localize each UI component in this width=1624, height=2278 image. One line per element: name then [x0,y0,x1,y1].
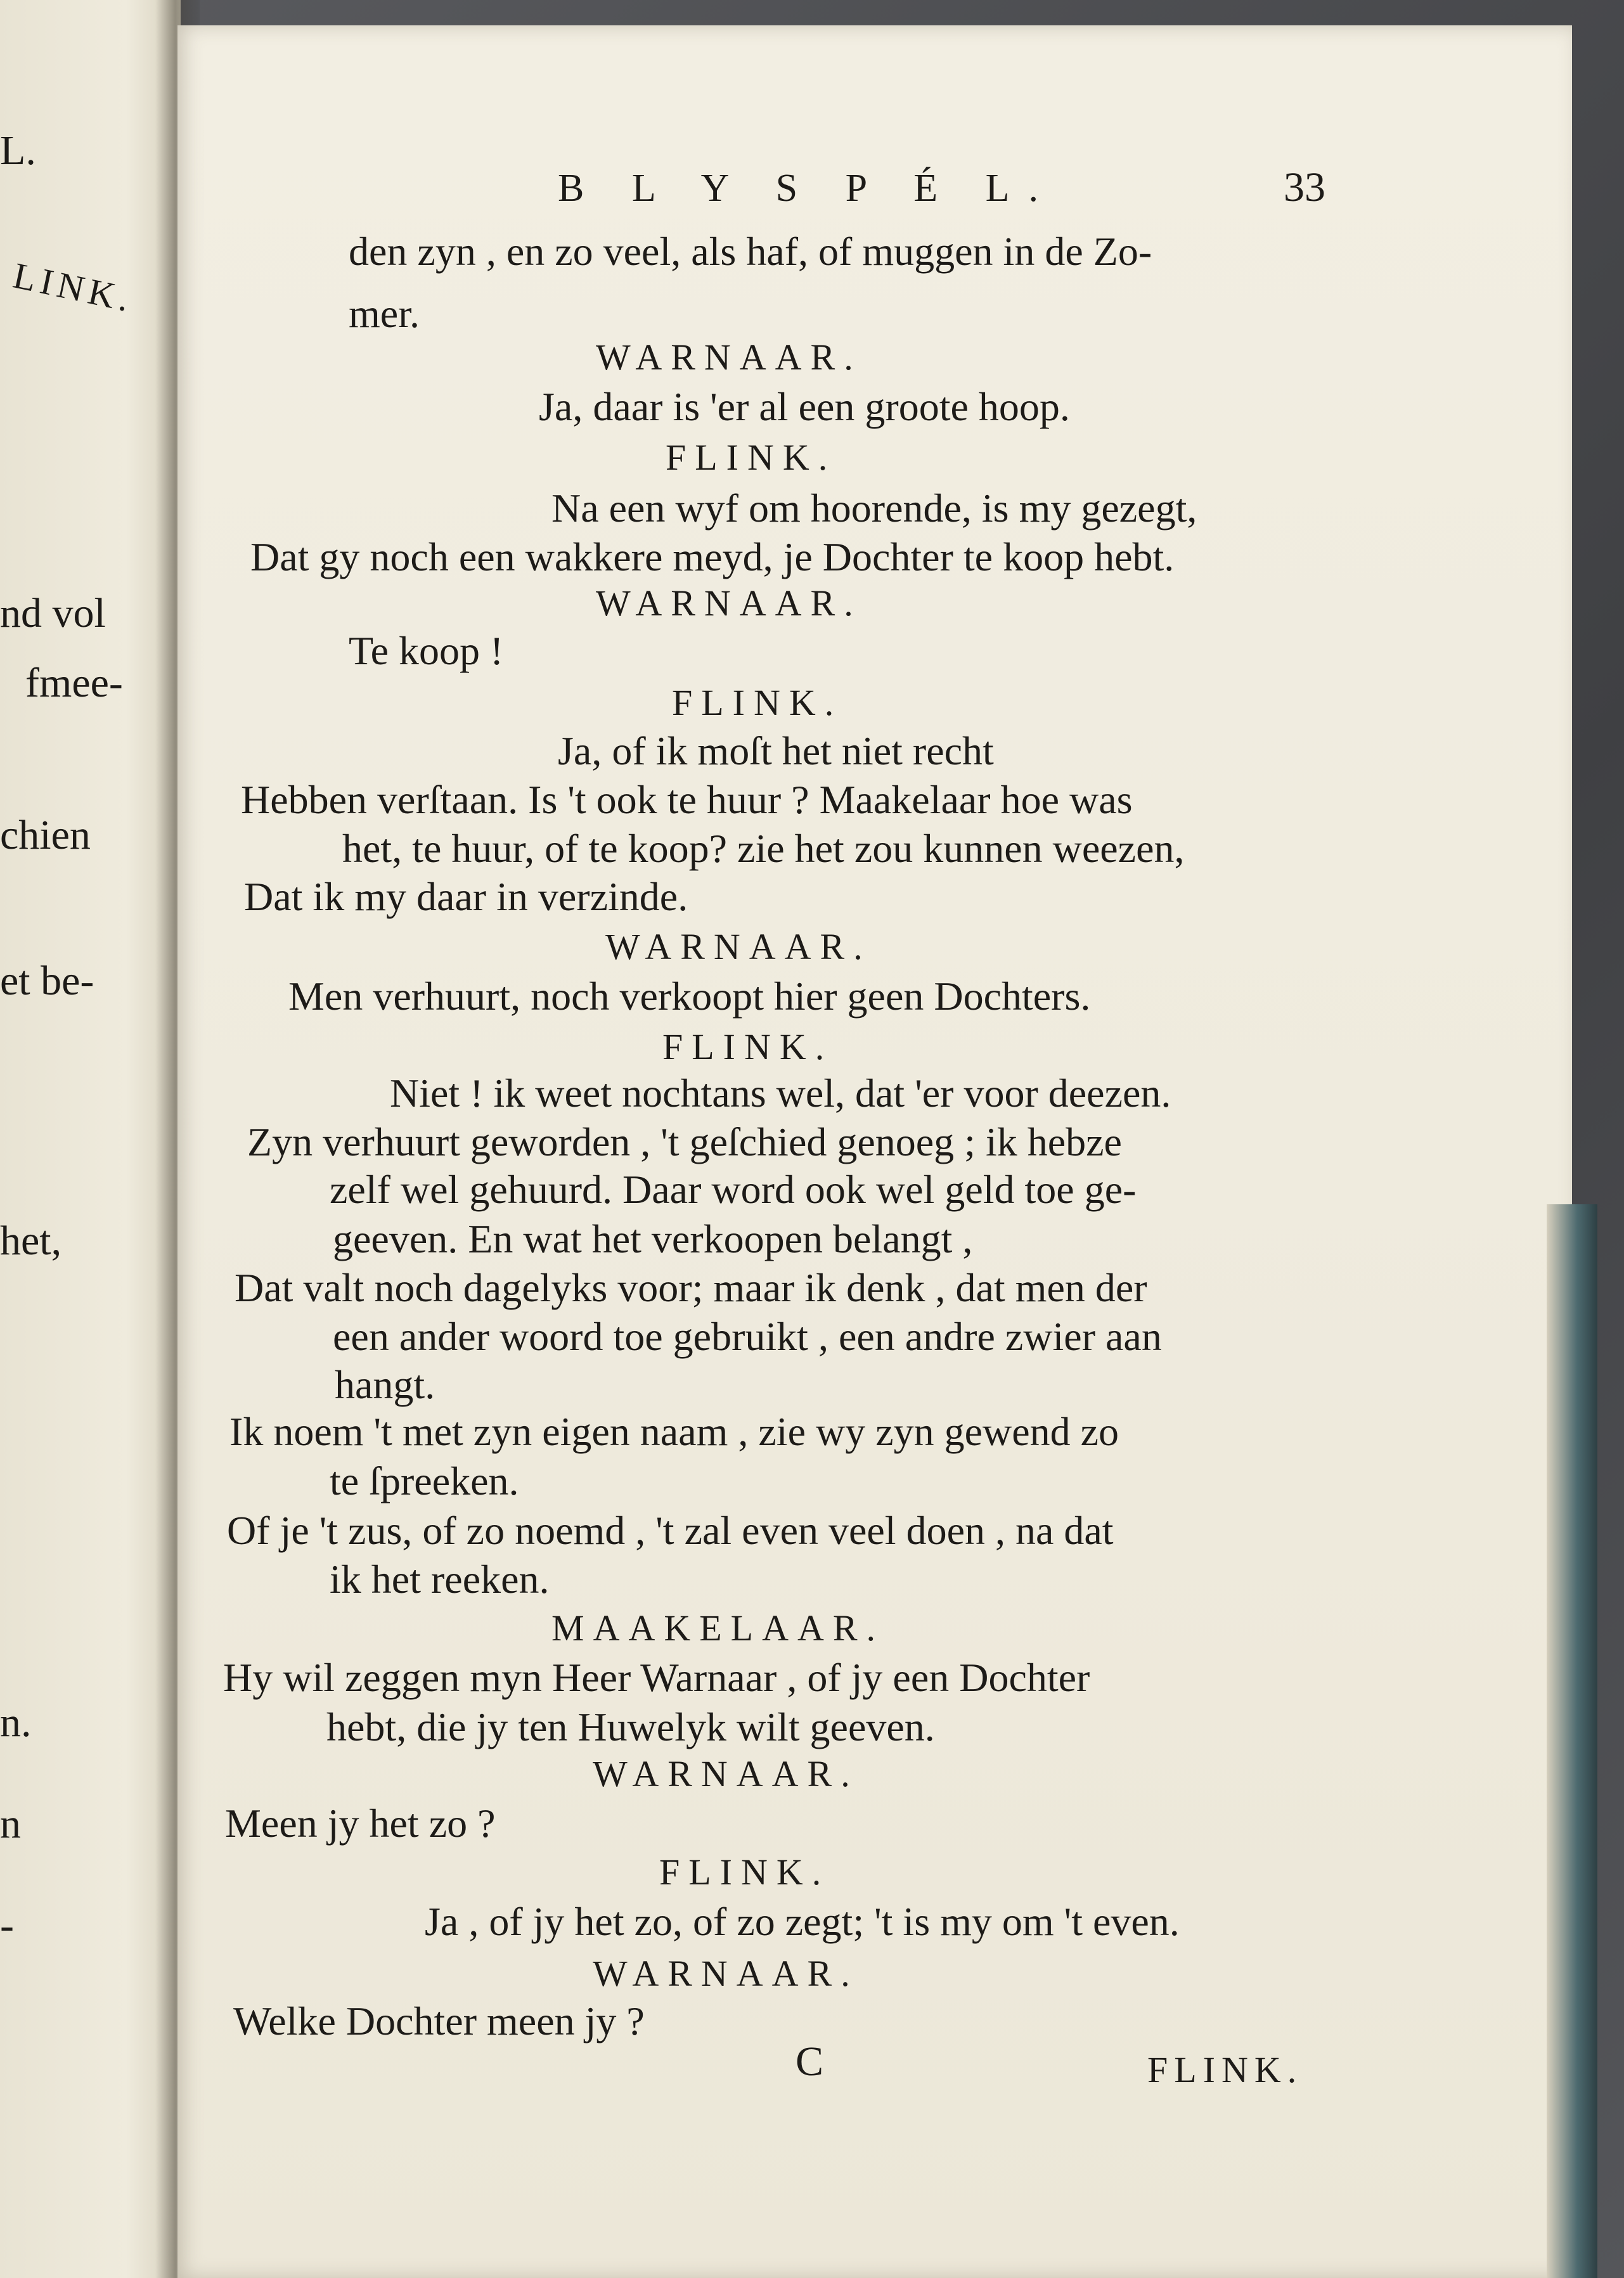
text-line: Niet ! ik weet nochtans wel, dat 'er voor deezen. [390,1071,1171,1116]
text-line: hangt. [335,1362,435,1407]
text-line: geeven. En wat het verkoopen belangt , [333,1216,973,1261]
text-line: zelf wel gehuurd. Daar word ook wel geld toe ge- [330,1167,1137,1212]
text-line: Dat valt noch dagelyks voor; maar ik denk , dat men der [235,1265,1147,1310]
speaker-name: WARNAAR. [593,1753,859,1794]
page-number: 33 [1284,164,1325,210]
left-fragment-9: n [0,1801,21,1847]
signature-mark: C [796,2038,824,2085]
text-line: den zyn , en zo veel, als haf, of muggen in de Zo- [349,229,1152,274]
text-line: Zyn verhuurt geworden , 't geſchied genoeg ; ik hebze [247,1119,1122,1164]
text-line: ik het reeken. [330,1557,550,1602]
text-line: Hy wil zeggen myn Heer Warnaar , of jy een Dochter [223,1655,1090,1700]
left-fragment-2: LINK. [10,254,138,321]
left-facing-page [0,0,181,2278]
text-line: Dat ik my daar in verzinde. [244,874,688,919]
left-fragment-1: L. [0,127,36,174]
left-fragment-3: nd vol [0,590,106,636]
speaker-name: FLINK. [662,1026,834,1067]
text-line: mer. [349,291,420,336]
catchword: FLINK. [1147,2049,1303,2090]
page-edge [1547,1204,1597,2278]
speaker-name: MAAKELAAR. [551,1607,885,1649]
left-fragment-5: chien [0,812,91,858]
text-line: Of je 't zus, of zo noemd , 't zal even veel doen , na dat [227,1508,1114,1553]
text-line: Men verhuurt, noch verkoopt hier geen Dochters. [288,974,1091,1019]
left-fragment-10: - [0,1902,14,1948]
text-line: Meen jy het zo ? [225,1801,496,1846]
text-line: Ik noem 't met zyn eigen naam , zie wy zyn gewend zo [229,1409,1119,1454]
text-line: Dat gy noch een wakkere meyd, je Dochter te koop hebt. [250,534,1175,579]
speaker-name: WARNAAR. [596,582,862,624]
speaker-name: FLINK. [672,682,843,723]
running-title: B L Y S P É L. [558,167,1058,210]
text-line: te ſpreeken. [330,1458,519,1503]
left-fragment-4: fmee- [25,660,123,706]
speaker-name: WARNAAR. [605,926,872,967]
text-line: Ja, of ik moſt het niet recht [558,728,994,773]
text-line: Hebben verſtaan. Is 't ook te huur ? Maakelaar hoe was [241,777,1133,822]
speaker-name: FLINK. [666,437,837,478]
speaker-name: WARNAAR. [596,337,862,378]
text-line: hebt, die jy ten Huwelyk wilt geeven. [326,1704,935,1749]
text-line: Ja , of jy het zo, of zo zegt; 't is my om 't even. [425,1899,1180,1944]
left-fragment-8: n. [0,1699,32,1746]
text-line: Ja, daar is 'er al een groote hoop. [539,384,1070,429]
text-line: Te koop ! [349,628,504,673]
text-line: een ander woord toe gebruikt , een andre zwier aan [333,1314,1162,1359]
left-fragment-7: het, [0,1218,62,1264]
text-line: het, te huur, of te koop? zie het zou kunnen weezen, [342,826,1185,871]
speaker-name: WARNAAR. [593,1953,859,1994]
speaker-name: FLINK. [659,1851,830,1893]
left-fragment-6: et be- [0,958,94,1004]
text-line: Welke Dochter meen jy ? [233,1998,645,2043]
text-line: Na een wyf om hoorende, is my gezegt, [551,486,1197,531]
